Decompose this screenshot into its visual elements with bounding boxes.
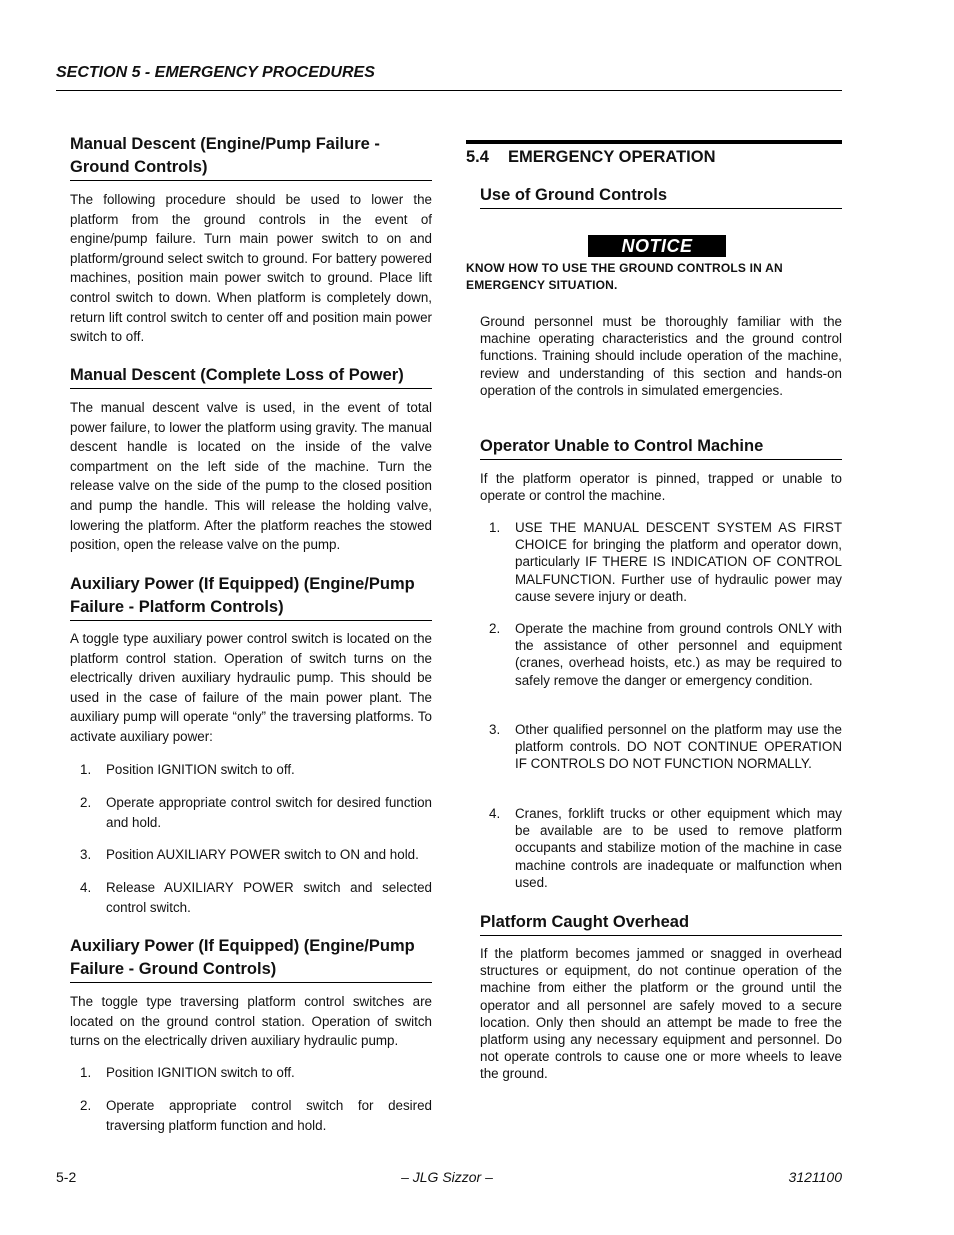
para-use-ground-controls: Ground personnel must be thoroughly familiar with the machine operating characteristics and the ground control functions. Training should include operation of the machine, review and understanding of this section and hands-on operation of the controls in simulated emergencies. xyxy=(480,314,842,398)
section-header: SECTION 5 - EMERGENCY PROCEDURES xyxy=(56,64,375,81)
para-aux-power-ground: The toggle type traversing platform control switches are located on the ground control station. Operation of switch turns on the electrically driven auxiliary hydraulic pump. xyxy=(70,994,432,1049)
list-text: Operate appropriate control switch for desired traversing platform function and hold. xyxy=(106,1098,432,1133)
list-number: 4. xyxy=(80,880,92,895)
para-platform-caught: If the platform becomes jammed or snagged in overhead structures or equipment, do not continue operation of the machine from either the platform or the ground until the operator and all personnel are safely moved to a secure location. Only then should an attempt be made to free the platform using any necessary equipment and personnel. Do not operate controls to cause one or more wheels to leave the ground. xyxy=(480,946,842,1082)
heading-manual-descent-power: Manual Descent (Complete Loss of Power) xyxy=(70,364,432,389)
list-number: 2. xyxy=(489,621,501,636)
notice-text: KNOW HOW TO USE THE GROUND CONTROLS IN AN EMERGENCY SITUATION. xyxy=(466,261,783,292)
para-aux-power-platform: A toggle type auxiliary power control switch is located on the platform control station. Operation of switch turns on the electrically driven auxiliary hydraulic pump. This should be used in the case of failure of the main power plant. The auxiliary pump will operate “only” the traversing platforms. To activate auxiliary power: xyxy=(70,631,432,744)
section-title-text: EMERGENCY OPERATION xyxy=(508,148,716,166)
header-rule xyxy=(56,90,842,91)
heading-operator-unable: Operator Unable to Control Machine xyxy=(480,435,842,460)
page-number: 5-2 xyxy=(56,1169,77,1185)
list-text: Position IGNITION switch to off. xyxy=(106,762,295,777)
list-number: 3. xyxy=(80,847,92,862)
list-text: Other qualified personnel on the platform may use the platform controls. DO NOT CONTINUE OPERATION IF CONTROLS DO NOT FUNCTION NORMALLY. xyxy=(515,722,842,772)
list-text: Cranes, forklift trucks or other equipment which may be available are to be used to remove platform occupants and stabilize motion of the machine in case machine controls are inadequate or malfunction when used. xyxy=(515,806,842,890)
list-number: 1. xyxy=(80,1065,92,1080)
list-number: 2. xyxy=(80,1098,92,1113)
para-manual-descent-power: The manual descent valve is used, in the event of total power failure, to lower the platform using gravity. The manual descent handle is located on the inside of the valve compartment on the left side of the machine. Turn the release valve on the side of the pump to the closed position and pump the handle. This will release the holding valve, lowering the platform. After the platform reaches the stowed position, open the release valve on the pump. xyxy=(70,400,432,553)
heading-platform-caught: Platform Caught Overhead xyxy=(480,911,842,936)
list-text: Position IGNITION switch to off. xyxy=(106,1065,295,1080)
list-text: USE THE MANUAL DESCENT SYSTEM AS FIRST CHOICE for bringing the platform and operator down, particularly IF THERE IS INDICATION OF CONTROL MALFUNCTION. Further use of hydraulic power may cause severe injury or death. xyxy=(515,520,842,604)
list-number: 1. xyxy=(489,520,501,535)
list-text: Release AUXILIARY POWER switch and selected control switch. xyxy=(106,880,432,915)
list-text: Operate appropriate control switch for desired function and hold. xyxy=(106,795,432,830)
section-number: 5.4 xyxy=(466,148,489,166)
document-number: 3121100 xyxy=(788,1169,842,1185)
heading-use-ground-controls: Use of Ground Controls xyxy=(480,184,842,209)
para-manual-descent-engine: The following procedure should be used to lower the platform from the ground controls in the event of engine/pump failure. Turn main power switch to on and platform/ground select switch to ground. For battery powered machines, position main power switch to ground. Place lift control switch to down. When platform is completely down, return lift control switch to center off and position main power switch to off. xyxy=(70,192,432,345)
list-number: 4. xyxy=(489,806,501,821)
list-number: 3. xyxy=(489,722,501,737)
list-number: 1. xyxy=(80,762,92,777)
heading-aux-power-ground: Auxiliary Power (If Equipped) (Engine/Pump Failure - Ground Controls) xyxy=(70,935,432,983)
para-operator-unable: If the platform operator is pinned, trapped or unable to operate or control the machine. xyxy=(480,471,842,504)
list-text: Position AUXILIARY POWER switch to ON and hold. xyxy=(106,847,419,862)
notice-label: NOTICE xyxy=(588,235,726,257)
section-title xyxy=(466,140,842,167)
heading-manual-descent-engine: Manual Descent (Engine/Pump Failure - Ground Controls) xyxy=(70,133,432,181)
footer-title: – JLG Sizzor – xyxy=(401,1169,493,1185)
list-text: Operate the machine from ground controls ONLY with the assistance of other personnel and equipment (cranes, overhead hoists, etc.) as may be required to safely remove the danger or emergency condition. xyxy=(515,621,842,688)
list-number: 2. xyxy=(80,795,92,810)
heading-aux-power-platform: Auxiliary Power (If Equipped) (Engine/Pump Failure - Platform Controls) xyxy=(70,573,432,621)
